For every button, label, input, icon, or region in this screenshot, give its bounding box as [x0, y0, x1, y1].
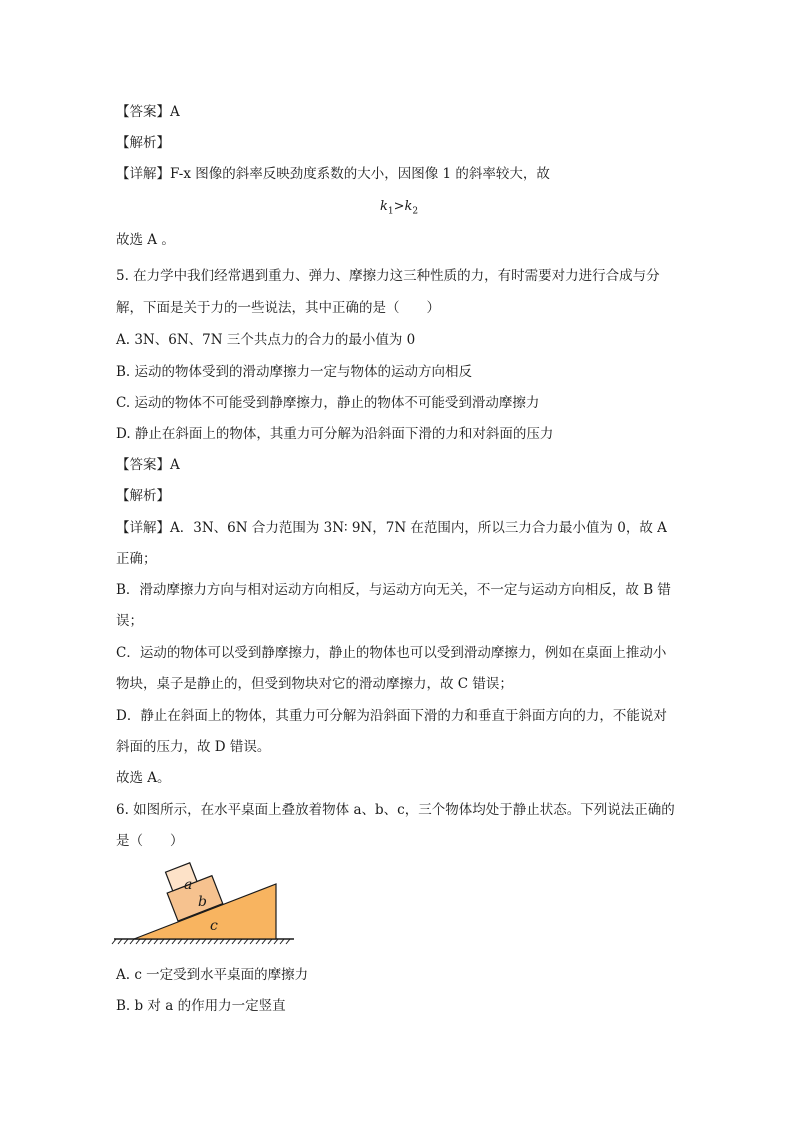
label-a: a — [184, 877, 193, 893]
q5-detail-c-2: 物块，桌子是静止的，但受到物块对它的滑动摩擦力，故 C 错误； — [116, 676, 513, 692]
q5-stem-1: 5. 在力学中我们经常遇到重力、弹力、摩擦力这三种性质的力，有时需要对力进行合成与分 — [116, 268, 660, 284]
q5-detail-b-1: B．滑动摩擦力方向与相对运动方向相反，与运动方向无关，不一定与运动方向相反，故 B 错 — [116, 582, 671, 598]
q5-detail-a-2: 正确； — [116, 551, 157, 567]
q5-detail-d-2: 斜面的压力，故 D 错误。 — [116, 739, 271, 755]
formula-k1: k — [380, 199, 388, 214]
formula-sub2: 2 — [412, 206, 419, 217]
line-answer-1: 【答案】A — [116, 104, 180, 120]
formula-op: > — [393, 199, 405, 214]
formula-k1-gt-k2 — [380, 199, 418, 217]
q6-option-a: A. c 一定受到水平桌面的摩擦力 — [116, 967, 309, 983]
label-c: c — [210, 918, 218, 934]
q5-option-d: D. 静止在斜面上的物体，其重力可分解为沿斜面下滑的力和对斜面的压力 — [116, 426, 554, 442]
q5-detail-d-1: D．静止在斜面上的物体，其重力可分解为沿斜面下滑的力和垂直于斜面方向的力，不能说对 — [116, 708, 667, 724]
line-analysis-1: 【解析】 — [116, 135, 170, 151]
line-detail-1: 【详解】F-x 图像的斜率反映劲度系数的大小，因图像 1 的斜率较大，故 — [116, 166, 550, 182]
q5-option-b: B. 运动的物体受到的滑动摩擦力一定与物体的运动方向相反 — [116, 364, 473, 380]
q6-diagram — [110, 862, 300, 956]
q5-detail-a-1: 【详解】A．3N、6N 合力范围为 3N∶ 9N，7N 在范围内，所以三力合力最小值为 0，故 A — [116, 520, 667, 536]
q6-option-b: B. b 对 a 的作用力一定竖直 — [116, 998, 286, 1014]
q5-option-a: A. 3N、6N、7N 三个共点力的合力的最小值为 0 — [116, 332, 416, 348]
q5-analysis: 【解析】 — [116, 488, 170, 504]
q6-stem-1: 6. 如图所示，在水平桌面上叠放着物体 a、b、c，三个物体均处于静止状态。下列说法正确的 — [116, 802, 675, 818]
q5-detail-c-1: C．运动的物体可以受到静摩擦力，静止的物体也可以受到滑动摩擦力，例如在桌面上推动小 — [116, 645, 667, 661]
formula-sub1: 1 — [387, 206, 394, 217]
q5-answer: 【答案】A — [116, 457, 180, 473]
q6-stem-2: 是（ ） — [116, 833, 184, 849]
label-b: b — [198, 894, 207, 910]
line-choose-1: 故选 A 。 — [116, 232, 175, 248]
q5-choose: 故选 A。 — [116, 770, 171, 786]
q5-stem-2: 解，下面是关于力的一些说法，其中正确的是（ ） — [116, 300, 440, 316]
formula-k2: k — [404, 199, 413, 214]
q5-detail-b-2: 误； — [116, 613, 143, 629]
q5-option-c: C. 运动的物体不可能受到静摩擦力，静止的物体不可能受到滑动摩擦力 — [116, 395, 540, 411]
